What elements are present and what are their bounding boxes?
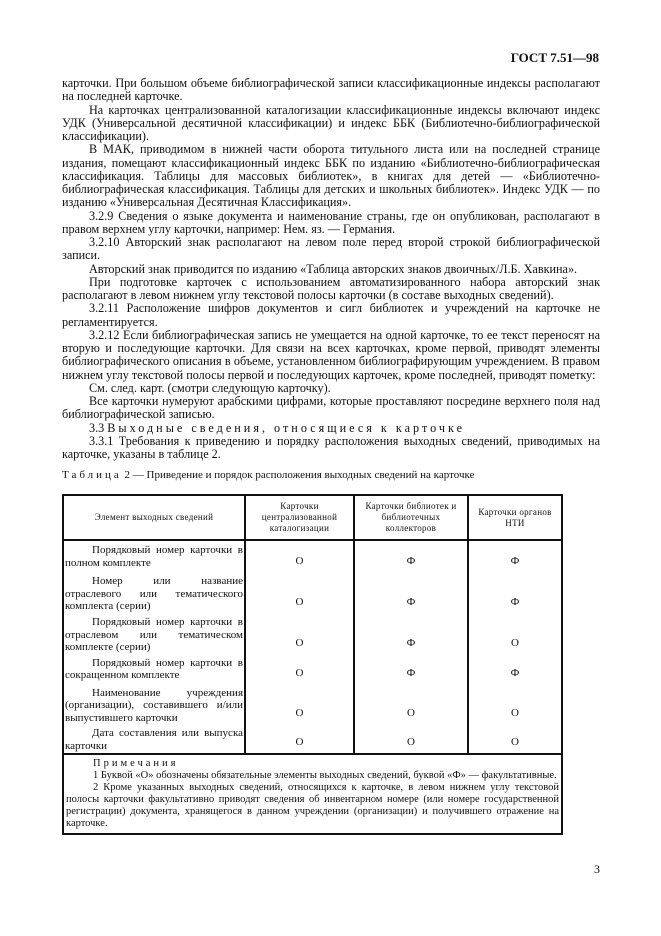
value-cell: Ф xyxy=(468,654,562,684)
paragraph: Авторский знак приводится по изданию «Таблица авторских знаков двоичных/Л.Б. Хавкина». xyxy=(89,261,578,276)
element-text: Номер или название отраслевого или тематического комплекта (серии) xyxy=(65,575,243,612)
element-text: Дата составления или выпуска карточки xyxy=(65,727,243,752)
value-cell: О xyxy=(468,684,562,725)
table-row xyxy=(63,654,562,684)
paragraph: 3.2.10 Авторский знак располагают на левом поле перед второй строкой библиографической записи. xyxy=(62,235,600,263)
element-text: Порядковый номер карточки в сокращенном комплекте xyxy=(65,656,243,681)
body-text xyxy=(62,77,600,461)
paragraph: 3.2.12 Если библиографическая запись не умещается на одной карточке, то ее текст переносят на вторую и последующие карточки. Для связи на всех карточках, кроме первой, приводят элементы библиографического описания в объеме, установленном библиографирующим учреждением. В правом нижнем углу текстовой полосы первой и последующих карточек, кроме последней, приводят пометку: xyxy=(62,327,600,382)
element-cell xyxy=(63,572,245,613)
value-cell: О xyxy=(245,540,354,572)
note: 2 Кроме указанных выходных сведений, относящихся к карточке, в левом нижнем углу текстовой полосы карточки факультативно приводят сведения об инвентарном номере (или номере государственной регистрации) документа, хранящегося в данном учреждении (организации) и получившего отражение на карточке. xyxy=(66,782,559,829)
paragraph: Все карточки нумеруют арабскими цифрами, которые проставляют посредине верхнего поля над библиографической записью. xyxy=(62,394,600,422)
output-data-table xyxy=(62,494,563,835)
table-row xyxy=(63,613,562,654)
table-header-row xyxy=(63,495,562,540)
value-cell: Ф xyxy=(354,654,468,684)
element-text: Порядковый номер карточки в полном комплекте xyxy=(65,544,243,569)
notes-row xyxy=(63,754,562,834)
value-cell: О xyxy=(245,684,354,725)
table-row xyxy=(63,684,562,725)
table-row xyxy=(63,540,562,572)
note: 1 Буквой «О» обозначены обязательные элементы выходных сведений, буквой «Ф» — факультативные. xyxy=(93,770,557,781)
paragraph: карточки. При большом объеме библиографической записи классификационные индексы располагают на последней карточке. xyxy=(62,76,600,104)
value-cell: О xyxy=(354,684,468,725)
caption-label: Таблица xyxy=(62,469,122,481)
col-header: Карточки органов НТИ xyxy=(468,495,562,540)
element-cell xyxy=(63,540,245,572)
value-cell: О xyxy=(245,572,354,613)
col-header: Карточки централизованной каталогизации xyxy=(245,495,354,540)
value-cell: Ф xyxy=(354,572,468,613)
paragraph: В МАК, приводимом в нижней части оборота титульного листа или на последней странице издания, помещают классификационный индекс ББК по изданию «Библиотечно-библиографическая классификация. Таблицы для массовых библиотек», в книгах для детей — «Библиотечно-библиографическая классификация. Таблицы для детских и школьных библиотек». Индекс УДК — по изданию «Универсальная Десятичная Классификация». xyxy=(62,142,600,210)
paragraph: При подготовке карточек с использованием автоматизированного набора авторский знак располагают в левом нижнем углу текстовой полосы карточки (в составе выходных сведений). xyxy=(62,274,600,302)
value-cell: Ф xyxy=(468,572,562,613)
element-cell xyxy=(63,654,245,684)
standard-header: ГОСТ 7.51—98 xyxy=(510,50,599,65)
value-cell: О xyxy=(468,724,562,754)
section-number: 3.3 xyxy=(89,420,105,435)
element-cell xyxy=(63,684,245,725)
paragraph: На карточках централизованной каталогизации классификационные индексы включают индекс УДК (Универсальной десятичной классификации) и индекс ББК (Библиотечно-библиографической классификации). xyxy=(62,102,600,143)
value-cell: Ф xyxy=(354,613,468,654)
table-row xyxy=(63,724,562,754)
table-row xyxy=(63,572,562,613)
section-title: Выходные сведения, относящиеся к карточке xyxy=(107,420,466,435)
paragraph: См. след. карт. (смотри следующую карточку). xyxy=(89,380,331,395)
paragraph: 3.3.1 Требования к приведению и порядку расположения выходных сведений, приводимых на карточке, указаны в таблице 2. xyxy=(62,433,600,461)
element-cell xyxy=(63,613,245,654)
section-heading xyxy=(62,422,600,435)
col-header: Элемент выходных сведений xyxy=(63,495,245,540)
page-number: 3 xyxy=(594,862,600,876)
value-cell: Ф xyxy=(354,540,468,572)
col-header: Карточки библиотек и библиотечных коллекторов xyxy=(354,495,468,540)
table-caption xyxy=(62,469,474,481)
value-cell: О xyxy=(245,724,354,754)
value-cell: О xyxy=(468,613,562,654)
element-text: Порядковый номер карточки в отраслевом или тематическом комплекте (серии) xyxy=(65,616,243,653)
paragraph: 3.2.9 Сведения о языке документа и наименование страны, где он опубликован, располагают в правом верхнем углу карточки, например: Нем. яз. — Германия. xyxy=(62,208,600,236)
value-cell: О xyxy=(354,724,468,754)
value-cell: О xyxy=(245,654,354,684)
value-cell: О xyxy=(245,613,354,654)
paragraph: 3.2.11 Расположение шифров документов и сигл библиотек и учреждений на карточке не регламентируется. xyxy=(62,301,600,329)
notes-cell xyxy=(63,754,562,834)
caption-text: 2 — Приведение и порядок расположения выходных сведений на карточке xyxy=(124,469,475,481)
element-text: Наименование учреждения (организации), составившего и/или выпустившего карточки xyxy=(65,686,243,724)
element-cell xyxy=(63,724,245,754)
notes-title: Примечания xyxy=(93,758,179,769)
value-cell: Ф xyxy=(468,540,562,572)
